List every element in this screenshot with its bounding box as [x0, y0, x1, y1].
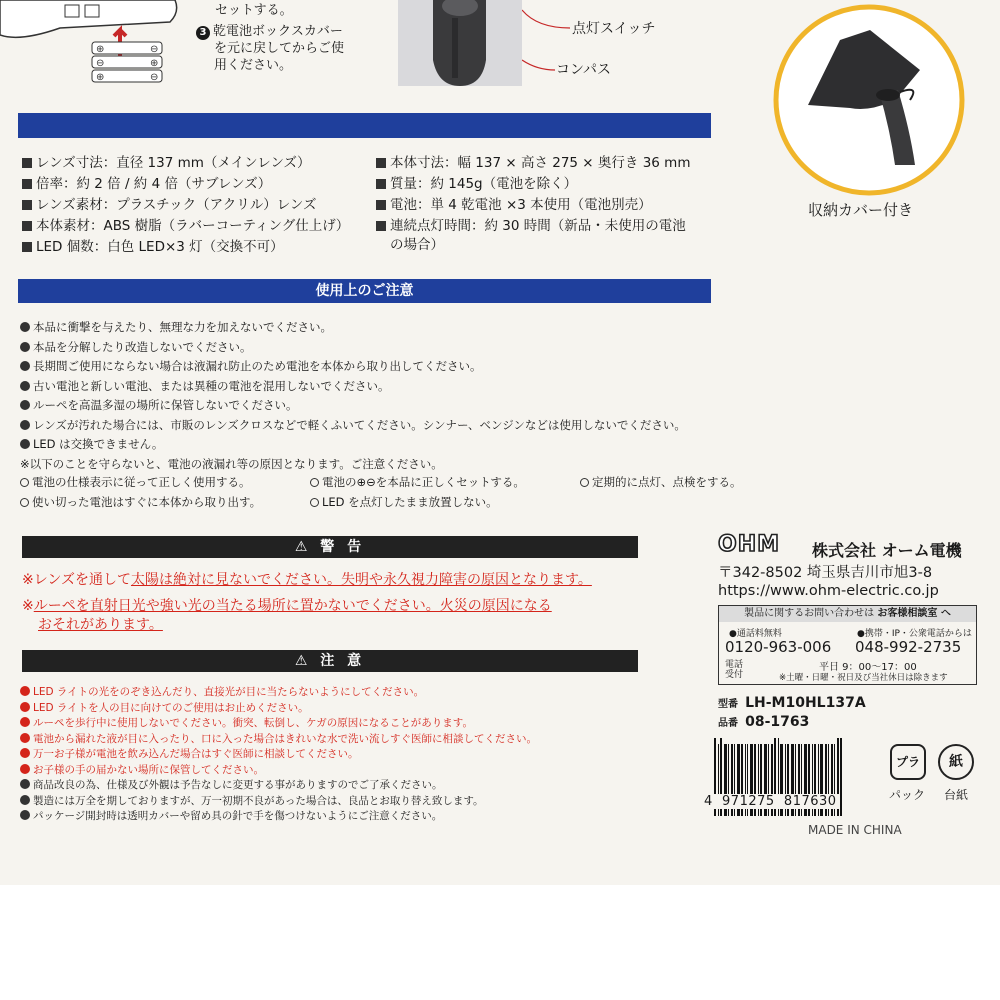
svg-text:⊕: ⊕ — [96, 44, 105, 55]
svg-text:⊕: ⊕ — [96, 72, 105, 83]
hours: 平日 9：00〜17：00 — [819, 662, 917, 673]
ohm-logo: OHM — [718, 532, 781, 557]
spec-list-right — [376, 153, 690, 254]
tel-mobile: 048-992-2735 — [855, 638, 962, 656]
caution-item: 電池から漏れた液が目に入ったり、口に入った場合はきれいな水で洗い流しすぐ医師に相談してください。 — [20, 732, 537, 748]
spec-list-left — [22, 153, 349, 258]
caution-item: 商品改良の為、仕様及び外観は予告なしに変更する事がありますのでご了承ください。 — [20, 778, 537, 794]
caution-item: お子様の手の届かない場所に保管してください。 — [20, 763, 537, 779]
warning-line: ※ルーペを直射日光や強い光の当たる場所に置かないでください。火災の原因になる — [22, 598, 552, 614]
svg-text:⊖: ⊖ — [96, 58, 105, 69]
caution-item: パッケージ開封時は透明カバーや留め具の針で手を傷つけないようにご注意ください。 — [20, 809, 537, 825]
battery-item: 使い切った電池はすぐに本体から取り出す。 — [20, 493, 261, 513]
usage-item: ルーペを高温多湿の場所に保管しないでください。 — [20, 396, 686, 416]
item-number: 08-1763 — [745, 714, 810, 730]
step3-line: を元に戻してからご使 — [214, 40, 345, 56]
warning-line: ※レンズを通して太陽は絶対に見ないでください。失明や永久視力障害の原因となります。 — [22, 572, 592, 588]
usage-item: 長期間ご使用にならない場合は液漏れ防止のため電池を本体から取り出してください。 — [20, 357, 686, 377]
company-name: 株式会社 オーム電機 — [812, 541, 962, 560]
battery-note: ※以下のことを守らないと、電池の液漏れ等の原因となります。ご注意ください。 — [20, 456, 443, 471]
battery-item: 定期的に点灯、点検をする。 — [580, 473, 742, 493]
usage-item: レンズが汚れた場合には、市販のレンズクロスなどで軽くふいてください。シンナー、ベンジンなどは使用しないでください。 — [20, 416, 686, 436]
tel-free: 0120-963-006 — [725, 638, 832, 656]
recycle-paper-icon — [938, 744, 974, 780]
step3-line: 乾電池ボックスカバー — [213, 24, 343, 39]
svg-text:⊖: ⊖ — [150, 44, 159, 55]
made-in: MADE IN CHINA — [808, 823, 902, 837]
recycle-plastic-label: パック — [889, 788, 926, 802]
model-label: 型番 — [718, 699, 738, 710]
spec-header-bar — [18, 113, 711, 138]
usage-item: 古い電池と新しい電池、または異種の電池を混用しないでください。 — [20, 377, 686, 397]
warning-text — [22, 571, 592, 635]
usage-item: 本品に衝撃を与えたり、無理な力を加えないでください。 — [20, 318, 686, 338]
label-compass: コンパス — [556, 62, 612, 78]
svg-text:⊕: ⊕ — [150, 58, 159, 69]
battery-diagram — [0, 0, 185, 95]
spec-item: レンズ素材：プラスチック（アクリル）レンズ — [22, 195, 349, 216]
label-switch: 点灯スイッチ — [572, 21, 656, 37]
model-number: LH-M10HL137A — [745, 695, 866, 711]
usage-heading-bar — [18, 279, 711, 303]
battery-item: LED を点灯したまま放置しない。 — [310, 493, 498, 513]
caution-item: LED ライトを人の目に向けてのご使用はお止めください。 — [20, 701, 537, 717]
storage-cover-photo — [770, 0, 970, 198]
caution-heading-bar — [22, 650, 638, 672]
step3-instruction — [196, 24, 344, 75]
warning-heading: ⚠ 警 告 — [294, 539, 366, 555]
recycle-paper-mark: 紙 — [949, 754, 963, 770]
spec-item-cont: の場合） — [390, 237, 444, 253]
spec-item: レンズ寸法：直径 137 mm（メインレンズ） — [22, 153, 349, 174]
mobile-call-label: ●携帯・IP・公衆電話からは — [857, 629, 972, 639]
inquiry-line: 製品に関するお問い合わせは お客様相談室 へ — [719, 606, 976, 622]
free-call-label: ●通話料無料 — [729, 629, 782, 639]
spec-item: 倍率：約 2 倍 / 約 4 倍（サブレンズ） — [22, 174, 349, 195]
battery-item: 電池の⊕⊖を本品に正しくセットする。 — [310, 473, 525, 493]
cover-caption: 収納カバー付き — [808, 201, 914, 219]
spec-item: 電池：単 4 乾電池 ×3 本使用（電池別売） — [376, 195, 690, 216]
spec-item: 連続点灯時間：約 30 時間（新品・未使用の電池 — [376, 216, 690, 237]
spec-item: 本体素材：ABS 樹脂（ラバーコーティング仕上げ） — [22, 216, 349, 237]
caution-item: LED ライトの光をのぞき込んだり、直接光が目に当たらないようにしてください。 — [20, 685, 537, 701]
spec-item: 質量：約 145g（電池を除く） — [376, 174, 690, 195]
step3-line: 用ください。 — [214, 57, 293, 73]
spec-item: LED 個数：白色 LED×3 灯（交換不可） — [22, 237, 349, 258]
barcode-digits: 4 971275 817630 — [704, 794, 837, 809]
caution-list — [20, 685, 537, 825]
svg-text:⊖: ⊖ — [150, 72, 159, 83]
usage-list — [20, 318, 686, 474]
model-row — [718, 692, 866, 711]
recycle-paper-label: 台紙 — [944, 788, 969, 802]
recycle-plastic-icon — [890, 744, 926, 780]
usage-item: 本品を分解したり改造しないでください。 — [20, 338, 686, 358]
caution-item: 万一お子様が電池を飲み込んだ場合はすぐ医師に相談してください。 — [20, 747, 537, 763]
step-number-badge: 3 — [196, 26, 210, 40]
hours-label: 電話受付 — [725, 660, 744, 680]
company-address: 〒342-8502 埼玉県吉川市旭3-8 — [718, 565, 933, 581]
company-url: https://www.ohm-electric.co.jp — [718, 583, 939, 599]
magnifier-photo — [398, 0, 522, 86]
recycle-plastic-mark: プラ — [895, 755, 920, 769]
warning-heading-bar — [22, 536, 638, 558]
item-label: 品番 — [718, 718, 738, 729]
spec-item: 本体寸法：幅 137 × 高さ 275 × 奥行き 36 mm — [376, 153, 690, 174]
contact-box — [718, 605, 977, 685]
caution-item: ルーペを歩行中に使用しないでください。衝突、転倒し、ケガの原因になることがあります。 — [20, 716, 537, 732]
hours-note: ※土曜・日曜・祝日及び当社休日は除きます — [779, 673, 948, 683]
usage-item: LED は交換できません。 — [20, 435, 686, 455]
step2-tail: セットする。 — [215, 3, 293, 18]
battery-item: 電池の仕様表示に従って正しく使用する。 — [20, 473, 251, 493]
warning-line: おそれがあります。 — [38, 617, 163, 633]
usage-heading: 使用上のご注意 — [315, 283, 414, 299]
item-row — [718, 711, 809, 730]
caution-heading: ⚠ 注 意 — [294, 653, 366, 669]
caution-item: 製造には万全を期しておりますが、万一初期不良があった場合は、良品とお取り替え致します。 — [20, 794, 537, 810]
